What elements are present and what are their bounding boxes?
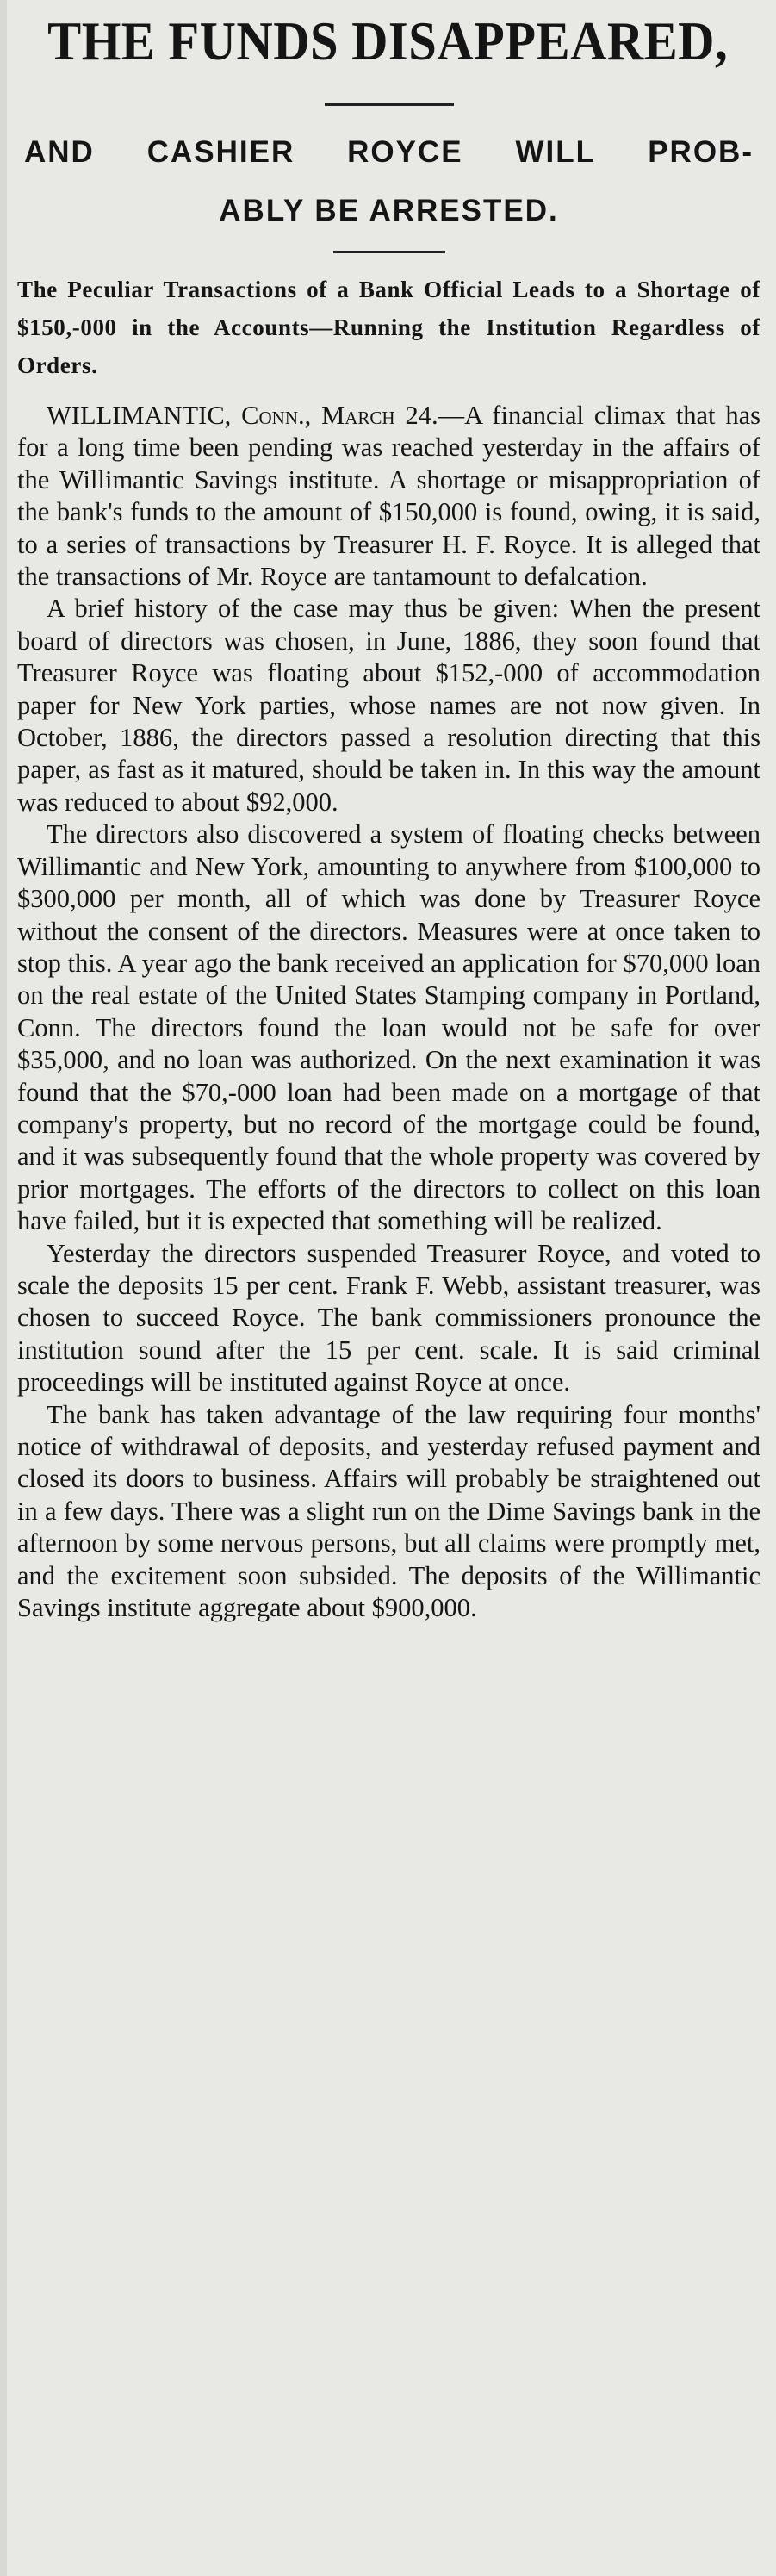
deck-line-1: AND CASHIER ROYCE WILL PROB- (24, 135, 754, 169)
headline-divider (325, 103, 454, 106)
subdeck-text: The Peculiar Transactions of a Bank Official Leads to a Shortage of $150,-000 in the Accounts—Running the Institution Regardless of Orders. (17, 277, 760, 378)
paragraph-1-text: —A financial climax that has for a long time been pending was reached yesterday in the affairs of the Willimantic Savings institute. A shortage or misappropriation of the bank's funds to the amount of $150,000 is found, owing, it is said, to a series of transactions by Treasurer H. F. Royce. It is alleged that the transactions of Mr. Royce are tantamount to defalcation. (17, 401, 761, 592)
deck-divider (333, 251, 445, 253)
headline: THE FUNDS DISAPPEARED, (47, 11, 729, 72)
deck-line-2: ABLY BE ARRESTED. (219, 194, 559, 227)
deck (17, 123, 760, 240)
article-body (17, 400, 760, 1624)
dateline: WILLIMANTIC, Conn., March 24. (47, 401, 438, 430)
paragraph-5: The bank has taken advantage of the law requiring four months' notice of withdrawal of deposits, and yesterday refused payment and closed its doors to business. Affairs will probably be straightened out in a few days. There was a slight run on the Dime Savings bank in the afternoon by some nervous persons, but all claims were promptly met, and the excitement soon subsided. The deposits of the Willimantic Savings institute aggregate about $900,000. (17, 1399, 760, 1623)
paragraph-3: The directors also discovered a system of floating checks between Willimantic and New York, amounting to anywhere from $100,000 to $300,000 per month, all of which was done by Treasurer Royce without the consent of the directors. Measures were at once taken to stop this. A year ago the bank received an application for $70,000 loan on the real estate of the United States Stamping company in Portland, Conn. The directors found the loan would not be safe for over $35,000, and no loan was authorized. On the next examination it was found that the $70,-000 loan had been made on a mortgage of that company's property, but no record of the mortgage could be found, and it was subsequently found that the whole property was covered by prior mortgages. The efforts of the directors to collect on this loan have failed, but it is expected that something will be realized. (17, 819, 760, 1236)
subdeck (17, 271, 760, 384)
paragraph-1 (17, 400, 760, 593)
paragraph-4: Yesterday the directors suspended Treasurer Royce, and voted to scale the deposits 15 per cent. Frank F. Webb, assistant treasurer, was chosen to succeed Royce. The bank commissioners pronounce the institution sound after the 15 per cent. scale. It is said criminal proceedings will be instituted against Royce at once. (17, 1238, 760, 1397)
paragraph-2: A brief history of the case may thus be given: When the present board of directors was chosen, in June, 1886, they soon found that Treasurer Royce was floating about $152,-000 of accommodation paper for New York parties, whose names are not now given. In October, 1886, the directors passed a resolution directing that this paper, as fast as it matured, should be taken in. In this way the amount was reduced to about $92,000. (17, 594, 760, 817)
